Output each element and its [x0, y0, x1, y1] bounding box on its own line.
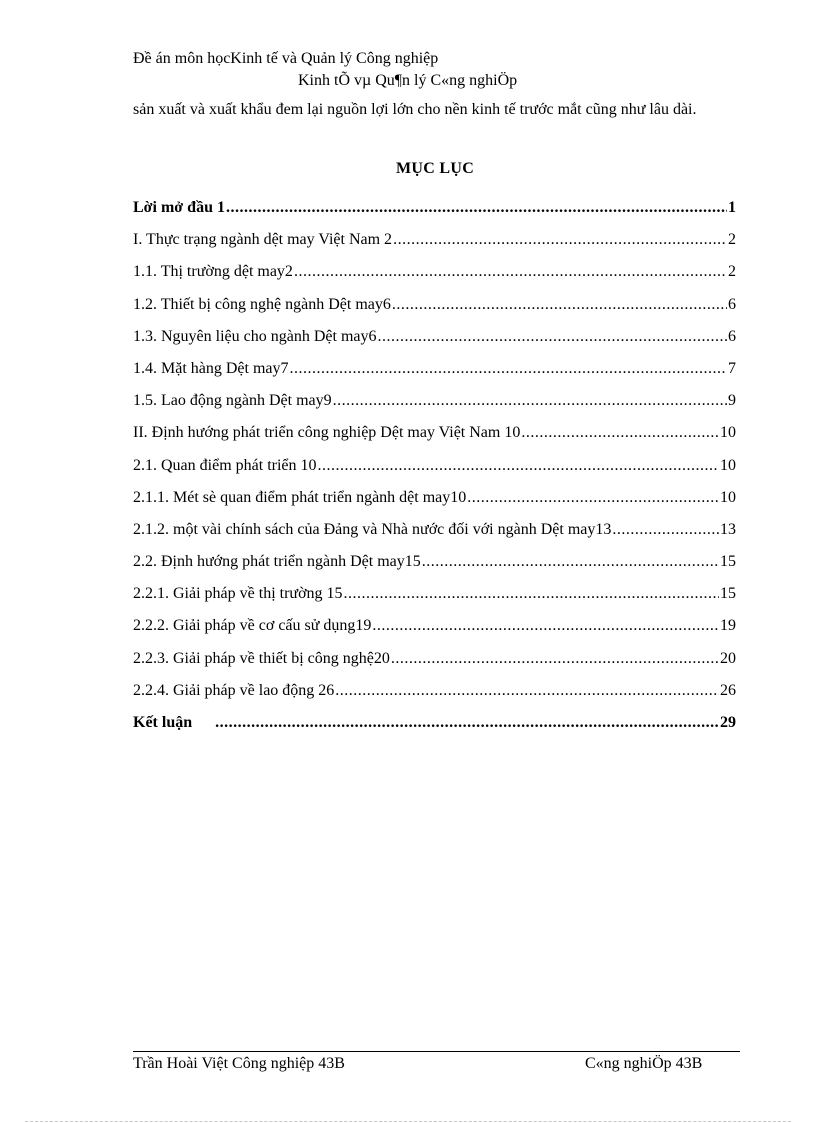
toc-entry-page: 7	[728, 359, 736, 377]
toc-leader-dots	[612, 521, 719, 539]
toc-entry-label: 2.2. Định hướng phát triển ngành Dệt may15	[133, 553, 421, 571]
header-subject-title: Kinh tÕ vµ Qu¶n lý C«ng nghiÖp	[298, 72, 518, 89]
toc-leader-dots	[226, 199, 727, 217]
table-of-contents	[133, 199, 736, 746]
toc-entry-label: II. Định hướng phát triển công nghiệp Dệt may Việt Nam 10	[133, 424, 521, 442]
toc-entry-label: Lời mở đầu 1	[133, 199, 225, 216]
toc-leader-dots	[335, 682, 719, 700]
toc-entry-page: 2	[728, 231, 736, 249]
toc-entry-label: 1.1. Thị trường dệt may2	[133, 263, 293, 281]
toc-entry-label: 2.1. Quan điểm phát triển 10	[133, 456, 317, 474]
toc-leader-dots	[378, 328, 728, 346]
toc-entry-page: 15	[720, 553, 736, 571]
toc-entry-section-1[interactable]	[133, 231, 736, 263]
toc-entry-2-2[interactable]	[133, 553, 736, 585]
toc-leader-dots	[467, 489, 719, 507]
toc-entry-label: 2.1.1. Mét sè quan điểm phát triển ngành dệt may10	[133, 488, 467, 506]
intro-paragraph: sản xuất và xuất khẩu đem lại nguồn lợi lớn cho nền kinh tế trước mắt cũng như lâu dài.	[133, 101, 697, 118]
toc-entry-page: 13	[720, 520, 736, 538]
toc-leader-dots	[392, 296, 727, 314]
toc-entry-1-3[interactable]	[133, 328, 736, 360]
toc-leader-dots	[290, 360, 727, 378]
toc-entry-label: 2.1.2. một vài chính sách của Đảng và Nhà nước đối với ngành Dệt may13	[133, 520, 612, 538]
toc-entry-page: 15	[720, 585, 736, 603]
toc-entry-2-1-1[interactable]	[133, 489, 736, 521]
toc-entry-2-2-3[interactable]	[133, 650, 736, 682]
toc-entry-label: 1.2. Thiết bị công nghệ ngành Dệt may6	[133, 295, 391, 313]
toc-entry-page: 10	[720, 424, 736, 442]
toc-entry-page: 1	[728, 199, 736, 216]
toc-entry-1-5[interactable]	[133, 392, 736, 424]
header-course-title: Đề án môn họcKinh tế và Quản lý Công nghiệp	[133, 50, 439, 67]
toc-leader-dots	[344, 585, 719, 603]
toc-entry-page: 26	[720, 681, 736, 699]
toc-entry-2-2-1[interactable]	[133, 585, 736, 617]
toc-leader-dots	[393, 231, 727, 249]
toc-entry-page: 10	[720, 488, 736, 506]
toc-entry-label: I. Thực trạng ngành dệt may Việt Nam 2	[133, 231, 393, 249]
footer-author: Trần Hoài Việt Công nghiệp 43B	[133, 1055, 345, 1072]
toc-entry-label: 2.2.3. Giải pháp về thiết bị công nghệ20	[133, 649, 390, 667]
toc-leader-dots	[391, 650, 719, 668]
toc-entry-2-2-4[interactable]	[133, 682, 736, 714]
toc-entry-intro[interactable]	[133, 199, 736, 231]
toc-leader-dots	[372, 617, 719, 635]
toc-entry-page: 6	[728, 295, 736, 313]
toc-entry-page: 19	[720, 617, 736, 635]
toc-entry-2-1-2[interactable]	[133, 521, 736, 553]
toc-leader-dots	[521, 424, 719, 442]
toc-entry-page: 29	[720, 714, 736, 731]
toc-entry-page: 20	[720, 649, 736, 667]
toc-leader-dots	[422, 553, 719, 571]
toc-entry-2-2-2[interactable]	[133, 617, 736, 649]
toc-entry-section-2[interactable]	[133, 424, 736, 456]
toc-leader-dots	[318, 457, 719, 475]
toc-title: MỤC LỤC	[395, 160, 475, 177]
toc-entry-label: 1.4. Mặt hàng Dệt may7	[133, 359, 289, 377]
toc-entry-1-4[interactable]	[133, 360, 736, 392]
toc-leader-dots	[333, 392, 727, 410]
toc-entry-label: 1.5. Lao động ngành Dệt may9	[133, 392, 332, 410]
toc-entry-page: 9	[728, 392, 736, 410]
page-break-line	[25, 1121, 791, 1122]
toc-entry-2-1[interactable]	[133, 457, 736, 489]
footer-divider	[133, 1051, 740, 1052]
toc-entry-label: 2.2.4. Giải pháp về lao động 26	[133, 681, 335, 699]
toc-entry-label: 1.3. Nguyên liệu cho ngành Dệt may6	[133, 327, 377, 345]
toc-entry-1-1[interactable]	[133, 263, 736, 295]
toc-entry-label: 2.2.2. Giải pháp về cơ cấu sử dụng19	[133, 617, 372, 635]
toc-entry-page: 10	[720, 456, 736, 474]
toc-entry-page: 6	[728, 327, 736, 345]
footer-class: C«ng nghiÖp 43B	[585, 1055, 703, 1072]
toc-entry-page: 2	[728, 263, 736, 281]
toc-entry-label: Kết luận	[133, 714, 193, 731]
toc-leader-dots	[294, 263, 727, 281]
toc-entry-1-2[interactable]	[133, 296, 736, 328]
toc-leader-dots	[215, 714, 719, 732]
toc-entry-label: 2.2.1. Giải pháp về thị trường 15	[133, 585, 343, 603]
toc-entry-conclusion[interactable]	[133, 714, 736, 746]
